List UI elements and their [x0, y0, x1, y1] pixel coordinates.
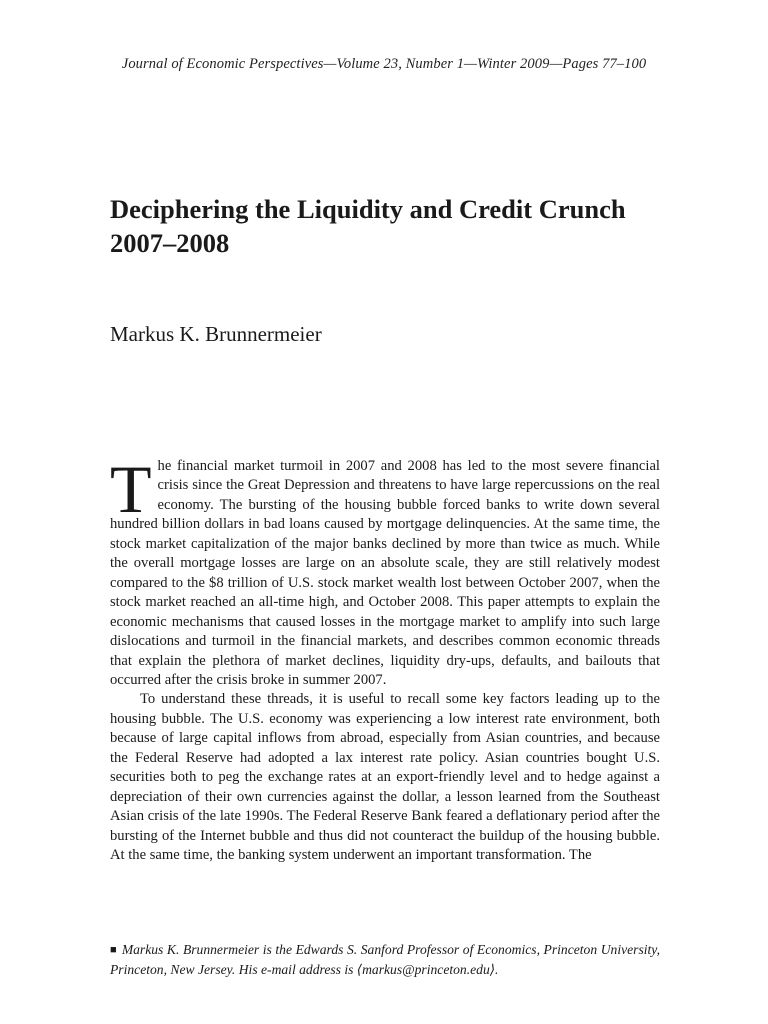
- paragraph-1: [110, 451, 660, 690]
- footnote-bullet: ■: [110, 944, 117, 956]
- author-name: Markus K. Brunnermeier: [110, 322, 322, 346]
- article-title: Deciphering the Liquidity and Credit Crunch 2007–2008: [110, 194, 626, 258]
- paragraph-1-text: he financial market turmoil in 2007 and 2008 has led to the most severe financial crisis since the Great Depression and threatens to have large repercussions on the real economy. The bursting of the housing bubble forced banks to write down several hundred billion dollars in bad loans caused by mortgage delinquencies. At the same time, the stock market capitalization of the major banks declined by more than twice as much. While the overall mortgage losses are large on an absolute scale, they are still relatively modest compared to the $8 trillion of U.S. stock market wealth lost between October 2007, when the stock market reached an all-time high, and October 2008. This paper attempts to explain the economic mechanisms that caused losses in the mortgage market to amplify into such large dislocations and turmoil in the financial markets, and describes common economic threads that explain the plethora of market declines, liquidity dry-ups, defaults, and bailouts that occurred after the crisis broke in summer 2007.: [110, 458, 660, 688]
- author-footnote: [110, 940, 660, 979]
- drop-cap: T: [110, 451, 152, 527]
- article-body: [110, 451, 660, 866]
- paragraph-2: To understand these threads, it is useful to recall some key factors leading up to the housing bubble. The U.S. economy was experiencing a low interest rate environment, both because of large capital inflows from abroad, especially from Asian countries, and because the Federal Reserve had adopted a lax interest rate policy. Asian countries bought U.S. securities both to peg the exchange rates at an export-friendly level and to hedge against a depreciation of their own currencies against the dollar, a lesson learned from the Southeast Asian crisis of the late 1990s. The Federal Reserve Bank feared a deflationary period after the bursting of the Internet bubble and thus did not counteract the buildup of the housing bubble. At the same time, the banking system underwent an important transformation. The: [110, 691, 660, 864]
- footnote-text: Markus K. Brunnermeier is the Edwards S. Sanford Professor of Economics, Princeton University, Princeton, New Jersey. His e-mail address is ⟨markus@princeton.edu⟩.: [110, 942, 660, 977]
- running-head: Journal of Economic Perspectives—Volume 23, Number 1—Winter 2009—Pages 77–100: [121, 56, 647, 72]
